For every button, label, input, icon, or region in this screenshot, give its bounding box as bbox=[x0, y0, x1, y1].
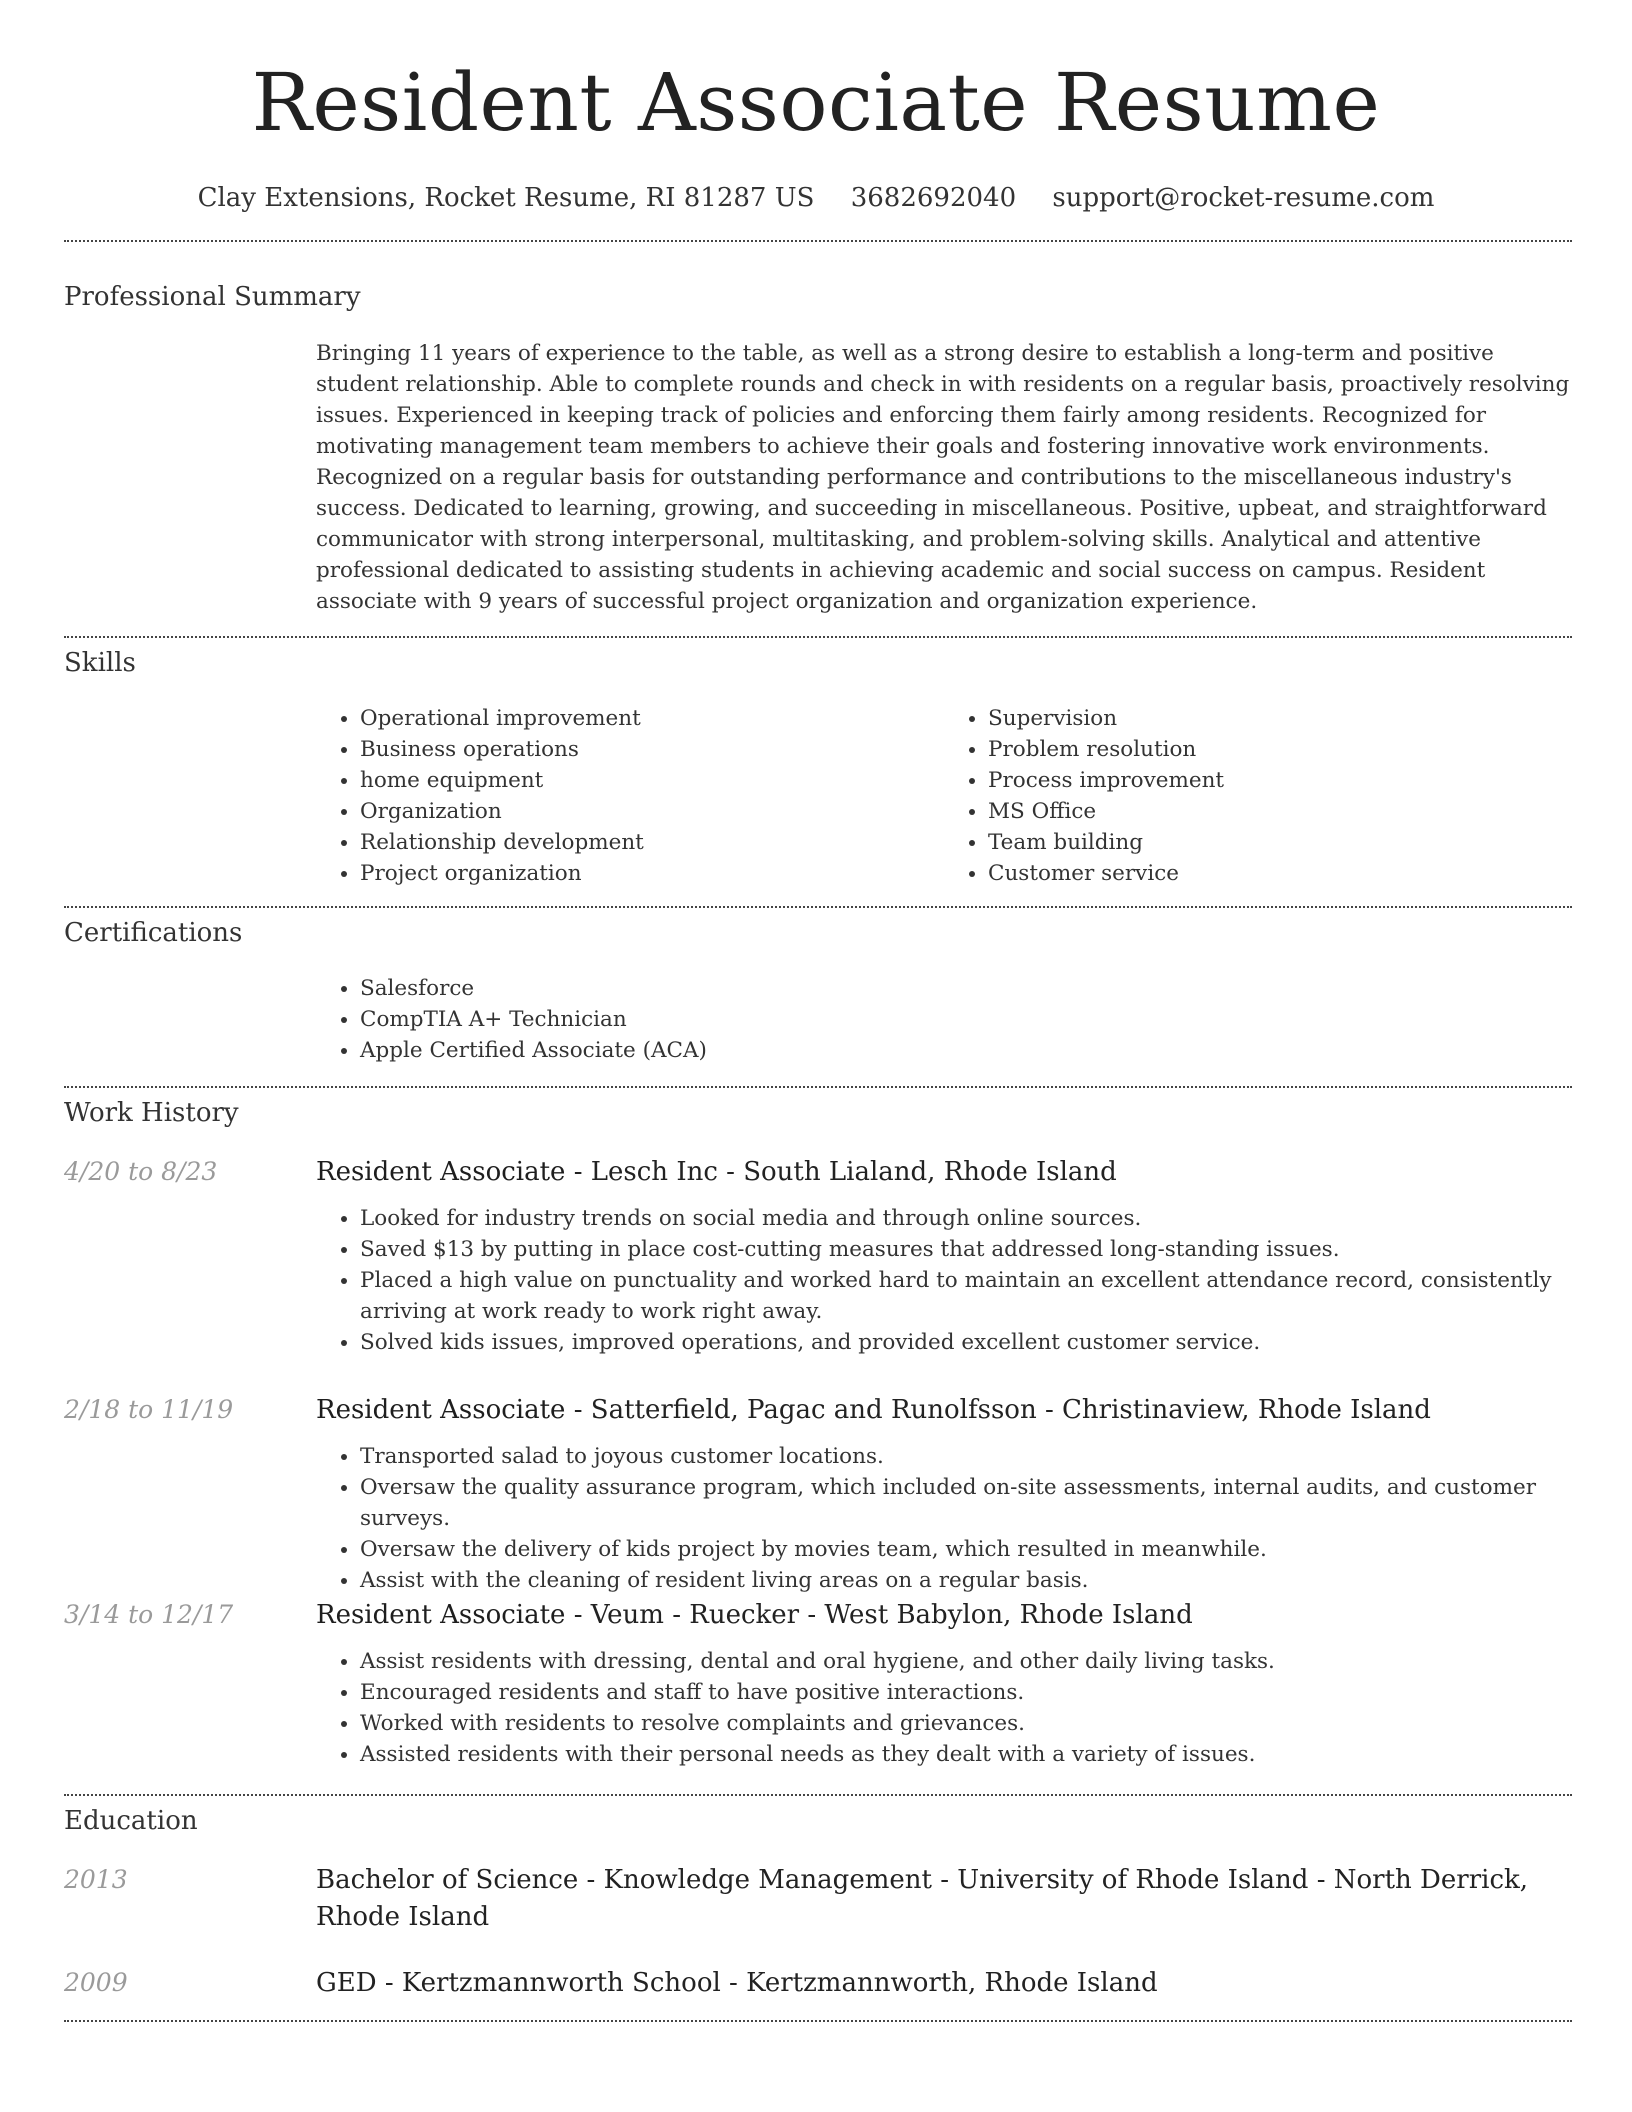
job-entry bbox=[316, 1154, 1572, 1358]
degree: GED bbox=[316, 1968, 377, 1998]
degree: Bachelor of Science - Knowledge Management bbox=[316, 1865, 932, 1895]
list-item: • Project organization bbox=[360, 858, 944, 889]
address: Clay Extensions, Rocket Resume, RI 81287 US bbox=[197, 183, 815, 213]
education-title bbox=[316, 1965, 1572, 2002]
list-item: • CompTIA A+ Technician bbox=[360, 1004, 1572, 1035]
skills-section bbox=[316, 703, 1572, 889]
job-bullets bbox=[316, 1646, 1572, 1770]
summary-section bbox=[316, 338, 1572, 617]
list-item: • Looked for industry trends on social media and through online sources. bbox=[360, 1203, 1572, 1234]
email: support@rocket-resume.com bbox=[1052, 183, 1435, 213]
list-item: • Saved $13 by putting in place cost-cutting measures that addressed long-standing issues. bbox=[360, 1234, 1572, 1265]
job-dates: 3/14 to 12/17 bbox=[64, 1600, 234, 1629]
list-item: • Salesforce bbox=[360, 973, 1572, 1004]
divider bbox=[64, 636, 1572, 638]
education-year: 2009 bbox=[64, 1968, 128, 1997]
list-item: • Assist residents with dressing, dental and oral hygiene, and other daily living tasks. bbox=[360, 1646, 1572, 1677]
divider bbox=[64, 906, 1572, 908]
work-heading: Work History bbox=[64, 1098, 239, 1128]
skills-list-right bbox=[944, 703, 1572, 889]
list-item: • Relationship development bbox=[360, 827, 944, 858]
list-item: • Organization bbox=[360, 796, 944, 827]
summary-text: Bringing 11 years of experience to the table, as well as a strong desire to establish a long-term and positive student relationship. Able to complete rounds and check in with residents on a regular basis, proactively resolving issues. Experienced in keeping track of policies and enforcing them fairly among residents. Recognized for motivating management team members to achieve their goals and fostering innovative work environments. Recognized on a regular basis for outstanding performance and contributions to the miscellaneous industry's success. Dedicated to learning, growing, and succeeding in miscellaneous. Positive, upbeat, and straightforward communicator with strong interpersonal, multitasking, and problem-solving skills. Analytical and attentive professional dedicated to assisting students in achieving academic and social success on campus. Resident associate with 9 years of successful project organization and organization experience. bbox=[316, 341, 1570, 614]
job-dates: 2/18 to 11/19 bbox=[64, 1395, 234, 1424]
list-item: • Problem resolution bbox=[988, 734, 1572, 765]
job-title bbox=[316, 1597, 1572, 1634]
resume-header bbox=[0, 48, 1632, 216]
list-item: • Business operations bbox=[360, 734, 944, 765]
job-employer: - Lesch Inc - South Lialand, Rhode Island bbox=[565, 1157, 1117, 1187]
certifications-heading: Certifications bbox=[64, 918, 243, 948]
list-item: • Process improvement bbox=[988, 765, 1572, 796]
job-entry bbox=[316, 1597, 1572, 1770]
job-role: Resident Associate bbox=[316, 1395, 566, 1425]
education-entry bbox=[316, 1862, 1572, 1936]
list-item: • Worked with residents to resolve complaints and grievances. bbox=[360, 1708, 1572, 1739]
contact-line bbox=[0, 180, 1632, 216]
school: - Kertzmannworth School - Kertzmannworth, Rhode Island bbox=[376, 1968, 1158, 1998]
page-title: Resident Associate Resume bbox=[251, 56, 1381, 149]
list-item: • Solved kids issues, improved operations, and provided excellent customer service. bbox=[360, 1327, 1572, 1358]
skills-list-left bbox=[316, 703, 944, 889]
skills-heading: Skills bbox=[64, 648, 136, 678]
certifications-list bbox=[316, 973, 1572, 1066]
list-item: • Customer service bbox=[988, 858, 1572, 889]
summary-heading: Professional Summary bbox=[64, 282, 361, 312]
phone: 3682692040 bbox=[850, 183, 1017, 213]
list-item: • Supervision bbox=[988, 703, 1572, 734]
school: - University of Rhode Island - North Derrick, Rhode Island bbox=[316, 1865, 1529, 1932]
job-bullets bbox=[316, 1441, 1572, 1596]
list-item: • Transported salad to joyous customer locations. bbox=[360, 1441, 1572, 1472]
list-item: • Operational improvement bbox=[360, 703, 944, 734]
job-employer: - Veum - Ruecker - West Babylon, Rhode Island bbox=[565, 1600, 1193, 1630]
list-item: • Assist with the cleaning of resident living areas on a regular basis. bbox=[360, 1565, 1572, 1596]
divider bbox=[64, 1794, 1572, 1796]
job-entry bbox=[316, 1392, 1572, 1596]
job-role: Resident Associate bbox=[316, 1600, 566, 1630]
list-item: • Assisted residents with their personal needs as they dealt with a variety of issues. bbox=[360, 1739, 1572, 1770]
job-employer: - Satterfield, Pagac and Runolfsson - Christinaview, Rhode Island bbox=[565, 1395, 1431, 1425]
list-item: • Team building bbox=[988, 827, 1572, 858]
job-dates: 4/20 to 8/23 bbox=[64, 1157, 218, 1186]
divider bbox=[64, 2020, 1572, 2022]
job-title bbox=[316, 1154, 1572, 1191]
list-item: • Oversaw the quality assurance program, which included on-site assessments, internal audits, and customer surveys. bbox=[360, 1472, 1572, 1534]
list-item: • home equipment bbox=[360, 765, 944, 796]
job-bullets bbox=[316, 1203, 1572, 1358]
list-item: • Apple Certified Associate (ACA) bbox=[360, 1035, 1572, 1066]
education-heading: Education bbox=[64, 1806, 198, 1836]
certifications-section bbox=[316, 973, 1572, 1066]
education-year: 2013 bbox=[64, 1865, 128, 1894]
job-title bbox=[316, 1392, 1572, 1429]
divider bbox=[64, 1086, 1572, 1088]
list-item: • Placed a high value on punctuality and worked hard to maintain an excellent attendance record, consistently arriving at work ready to work right away. bbox=[360, 1265, 1572, 1327]
list-item: • Oversaw the delivery of kids project by movies team, which resulted in meanwhile. bbox=[360, 1534, 1572, 1565]
education-entry bbox=[316, 1965, 1572, 2002]
list-item: • MS Office bbox=[988, 796, 1572, 827]
divider bbox=[64, 240, 1572, 242]
list-item: • Encouraged residents and staff to have positive interactions. bbox=[360, 1677, 1572, 1708]
job-role: Resident Associate bbox=[316, 1157, 566, 1187]
education-title bbox=[316, 1862, 1572, 1936]
